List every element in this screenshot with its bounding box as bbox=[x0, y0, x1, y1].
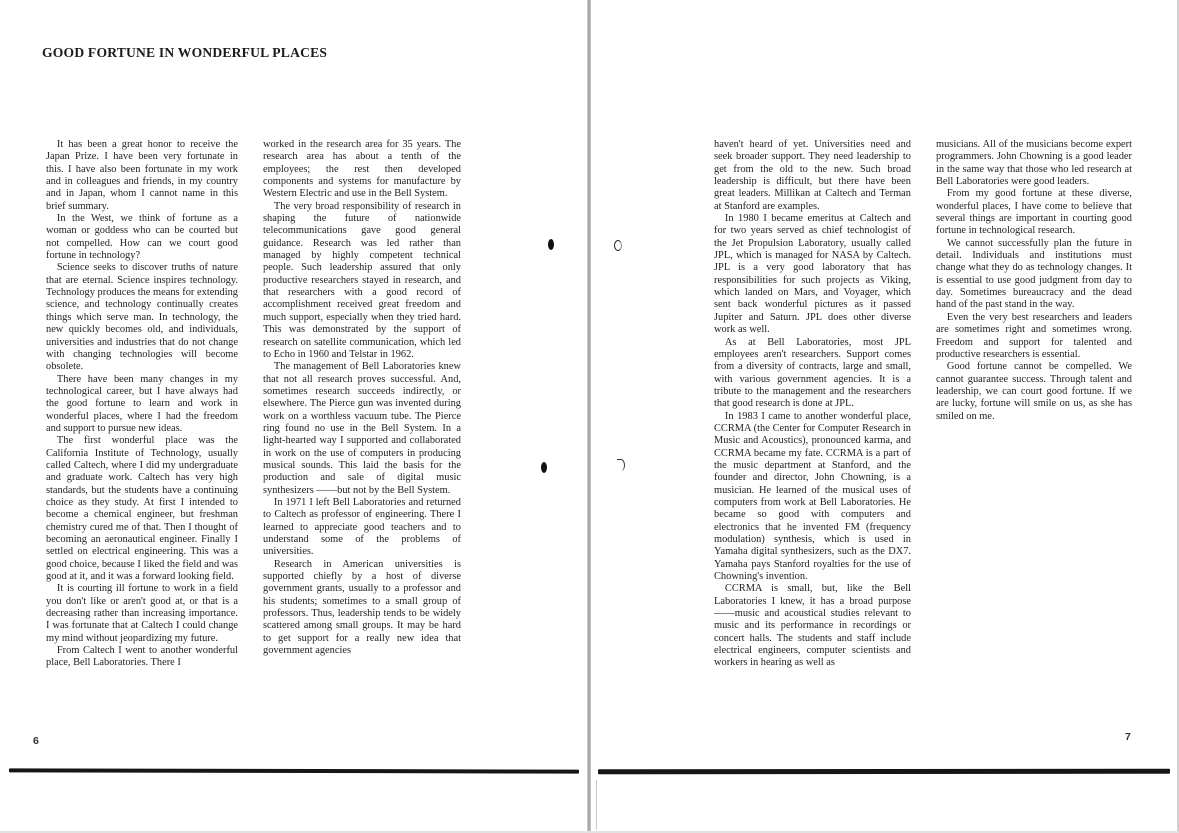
paragraph: haven't heard of yet. Universities need and seek broader support. They need leadership to get from the old to the new. Such broad leadership is difficult, but there have been great leaders. Millikan at Caltech and Terman at Stanford are examples. bbox=[714, 139, 911, 212]
paragraph: In 1980 I became emeritus at Caltech and for two years served as chief technologist of the Jet Propulsion Laboratory, usually called JPL, which is managed for NASA by Caltech. JPL is a very good laboratory that has responsibilities for such projects as Viking, which landed on Mars, and Voyager, which sent back wonderful pictures as it passed Jupiter and Saturn. JPL does other diverse work as well. bbox=[714, 213, 911, 336]
text-column-2 bbox=[263, 139, 461, 657]
page-number-left: 6 bbox=[33, 735, 39, 747]
footer-rule-right bbox=[598, 769, 1170, 774]
paragraph: The management of Bell Laboratories knew that not all research proves successful. And, sometimes research succeeds indirectly, or elsewhere. The Pierce gun was invented during work on a worthless vacuum tube. The Pierce ring found no use in the Bell System. In a light-hearted way I supported and collaborated in work on the use of computers in producing musical sounds. This laid the basis for the production and sale of digital music synthesizers ——but not by the Bell System. bbox=[263, 361, 461, 496]
text-column-3 bbox=[714, 139, 911, 670]
paragraph: As at Bell Laboratories, most JPL employees aren't researchers. Support comes from a diversity of contracts, large and small, with various government agencies. It is a tribute to the management and the researchers that good research is done at JPL. bbox=[714, 336, 911, 410]
paragraph: Good fortune cannot be compelled. We cannot guarantee success. Through talent and leadership, we can court good fortune. If we are lucky, fortune will smile on us, as she has smiled on me. bbox=[936, 361, 1132, 422]
paragraph: Research in American universities is supported chiefly by a host of diverse government grants, usually to a professor and his students; sometimes to a small group of professors. Thus, leadership tends to be widely scattered among small groups. It may be hard to get support for a really new idea that government agencies bbox=[263, 558, 461, 657]
paragraph: In the West, we think of fortune as a woman or goddess who can be courted but not compelled. How can we court good fortune in technology? bbox=[46, 213, 238, 262]
article-title: GOOD FORTUNE IN WONDERFUL PLACES bbox=[42, 45, 328, 61]
paragraph: The very broad responsibility of research in shaping the future of nationwide telecommunications gave good general guidance. Research was led rather than managed by highly competent technical people. Such leadership assured that only productive researchers stayed in research, and that researchers with a good record of accomplishment received great freedom and much support, especially when they tried hard. This was demonstrated by the support of research on satellite communication, which led to Echo in 1960 and Telstar in 1962. bbox=[263, 200, 461, 360]
paragraph: In 1971 I left Bell Laboratories and returned to Caltech as professor of engineering. There I learned to appreciate good teachers and to understand some of the problems of universities. bbox=[263, 496, 461, 558]
book-gutter bbox=[587, 0, 591, 833]
paragraph: CCRMA is small, but, like the Bell Laboratories I knew, it has a broad purpose——music and acoustical studies relevant to music and its performance in recordings or concert halls. The students and staff include electrical engineers, computer scientists and workers in hearing as well as bbox=[714, 583, 911, 669]
text-column-1 bbox=[46, 139, 238, 670]
paragraph: We cannot successfully plan the future in detail. Individuals and institutions must change what they do as technology changes. It is essential to use good judgment from day to day. Sometimes bureaucracy and the dead hand of the past stand in the way. bbox=[936, 237, 1132, 311]
paragraph: There have been many changes in my technological career, but I have always had the good fortune to learn and work in wonderful places, where I had the freedom and support to pursue new ideas. bbox=[46, 373, 238, 434]
binding-hole-mark-icon bbox=[614, 240, 622, 251]
scan-edge-mark bbox=[596, 780, 597, 830]
paragraph: musicians. All of the musicians become expert programmers. John Chowning is a good leader in the same way that those who led research at Bell Laboratories were good leaders. bbox=[936, 139, 1132, 188]
binding-hole-mark-icon bbox=[541, 462, 547, 473]
paragraph: Science seeks to discover truths of nature that are eternal. Science inspires technology. Technology produces the means for extending science, and technology continually creates things which serve man. In technology, the new quickly becomes old, and individuals, universities and industries that do not change with changing technologies will become obsolete. bbox=[46, 262, 238, 373]
paragraph: In 1983 I came to another wonderful place, CCRMA (the Center for Computer Research in Music and Acoustics), pronounced karma, and CCRMA became my fate. CCRMA is a part of the music department at Stanford, and the founder and director, John Chowning, is a musician. He learned of the musical uses of computers from work at Bell Laboratories. He became so good with computers and electronics that he invented FM (frequency modulation) synthesis, which is used in Yamaha digital synthesizers, such as the DX7. Yamaha pays Stanford royalties for the use of Chowning's invention. bbox=[714, 410, 911, 583]
text-column-4 bbox=[936, 139, 1132, 423]
paragraph: From my good fortune at these diverse, wonderful places, I have come to believe that several things are important in courting good fortune in technological research. bbox=[936, 188, 1132, 237]
binding-hole-mark-icon bbox=[548, 239, 554, 250]
paragraph: The first wonderful place was the California Institute of Technology, usually called Caltech, where I did my undergraduate and graduate work. Caltech has very high standards, but the students have a continuing choice as they study. At first I intended to become a chemical engineer, but freshman chemistry cured me of that. Then I thought of becoming an aeronautical engineer. Finally I settled on electrical engineering. This was a good choice, because I liked the field and was good at it, and it was a forward looking field. bbox=[46, 435, 238, 583]
paragraph: worked in the research area for 35 years. The research area has about a tenth of the employees; the rest then developed components and systems for manufacture by Western Electric and use in the Bell System. bbox=[263, 139, 461, 200]
paragraph: It has been a great honor to receive the Japan Prize. I have been very fortunate in this. I have also been fortunate in my work and in colleagues and friends, in my country and in Japan, whom I cannot name in this brief summary. bbox=[46, 139, 238, 212]
page-number-right: 7 bbox=[1125, 731, 1131, 743]
paragraph: From Caltech I went to another wonderful place, Bell Laboratories. There I bbox=[46, 645, 238, 669]
binding-hole-mark-icon bbox=[617, 459, 625, 471]
paragraph: Even the very best researchers and leaders are sometimes right and sometimes wrong. Freedom and support for talented and productive researchers is essential. bbox=[936, 311, 1132, 360]
paragraph: It is courting ill fortune to work in a field you don't like or aren't good at, or that is a decreasing rather than increasing importance. I was fortunate that at Caltech I could change my mind without jeopardizing my future. bbox=[46, 583, 238, 644]
